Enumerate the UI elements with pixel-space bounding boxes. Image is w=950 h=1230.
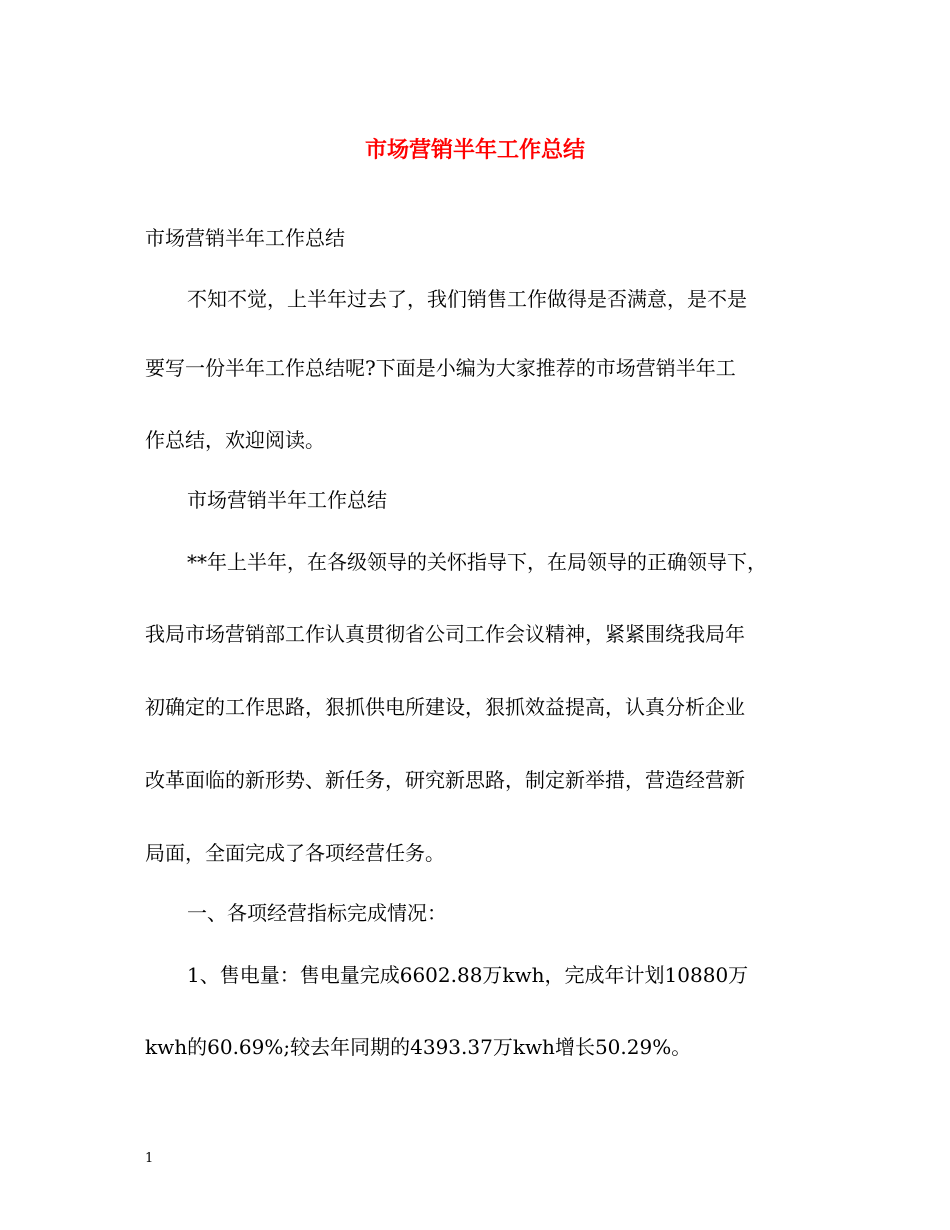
paragraph-line: 1、售电量：售电量完成6602.88万kwh，完成年计划10880万 (187, 963, 749, 987)
document-title: 市场营销半年工作总结 (364, 137, 585, 163)
paragraph-line: 要写一份半年工作总结呢?下面是小编为大家推荐的市场营销半年工 (145, 356, 736, 380)
paragraph-line: **年上半年，在各级领导的关怀指导下，在局领导的正确领导下， (187, 550, 767, 574)
paragraph-line: 我局市场营销部工作认真贯彻省公司工作会议精神，紧紧围绕我局年 (145, 622, 745, 646)
paragraph-line: 作总结，欢迎阅读。 (145, 428, 325, 452)
paragraph-line: kwh的60.69%;较去年同期的4393.37万kwh增长50.29%。 (145, 1035, 692, 1059)
paragraph-line: 不知不觉，上半年过去了，我们销售工作做得是否满意，是不是 (187, 287, 747, 311)
section-heading: 市场营销半年工作总结 (187, 488, 387, 512)
paragraph-line: 改革面临的新形势、新任务，研究新思路，制定新举措，营造经营新 (145, 768, 745, 792)
paragraph-line: 初确定的工作思路，狠抓供电所建设，狠抓效益提高，认真分析企业 (145, 695, 745, 719)
page-number: 1 (145, 1151, 154, 1166)
paragraph-line: 局面，全面完成了各项经营任务。 (145, 841, 445, 865)
subtitle-line: 市场营销半年工作总结 (145, 226, 345, 250)
section-heading: 一、各项经营指标完成情况： (187, 901, 447, 925)
